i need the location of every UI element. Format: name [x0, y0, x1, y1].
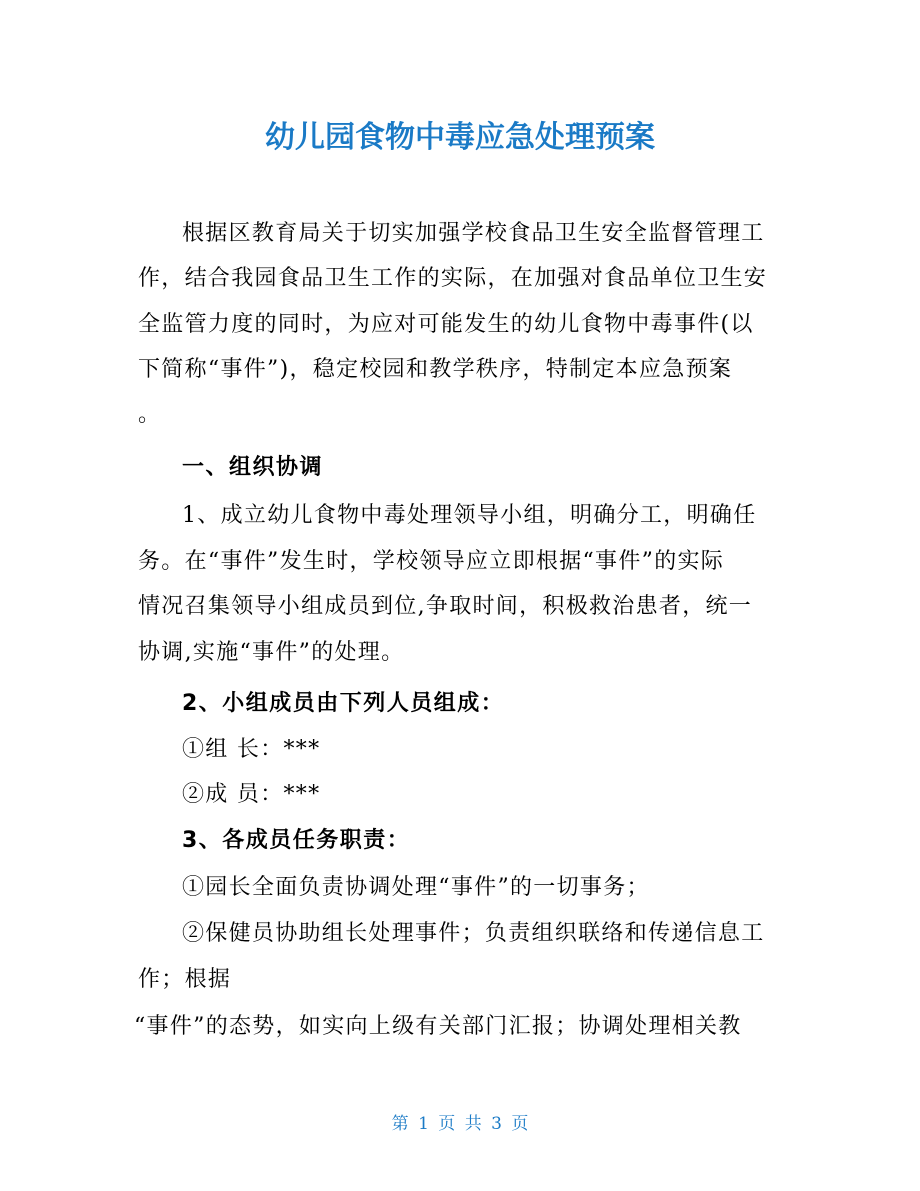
list-item: ②保健员协助组长处理事件；负责组织联络和传递信息工: [182, 921, 765, 946]
paragraph-line: 。: [138, 402, 162, 427]
paragraph-line: 务。在“事件”发生时，学校领导应立即根据“事件”的实际: [138, 549, 725, 574]
paragraph-line: 1、成立幼儿食物中毒处理领导小组，明确分工，明确任: [182, 503, 757, 528]
paragraph-line: “事件”的态势，如实向上级有关部门汇报；协调处理相关教: [134, 1014, 742, 1039]
list-item: ②成 员：***: [182, 782, 321, 807]
list-item: ①园长全面负责协调处理“事件”的一切事务；: [182, 875, 650, 900]
paragraph-line: 全监管力度的同时，为应对可能发生的幼儿食物中毒事件(以: [138, 312, 754, 337]
paragraph-line: 协调,实施“事件”的处理。: [138, 640, 405, 665]
paragraph-line: 根据区教育局关于切实加强学校食品卫生安全监督管理工: [182, 221, 765, 246]
paragraph-line: 下简称“事件”)，稳定校园和教学秩序，特制定本应急预案: [138, 357, 733, 382]
paragraph-line: 作，结合我园食品卫生工作的实际，在加强对食品单位卫生安: [138, 266, 768, 291]
paragraph-line: 情况召集领导小组成员到位,争取时间，积极救治患者，统一: [138, 594, 753, 619]
page-footer: 第 1 页 共 3 页: [391, 1114, 529, 1134]
subsection-heading: 3、各成员任务职责：: [182, 828, 411, 853]
subsection-heading: 2、小组成员由下列人员组成：: [182, 691, 505, 716]
paragraph-line: 作；根据: [138, 967, 232, 992]
list-item: ①组 长：***: [182, 737, 321, 762]
document-title: 幼儿园食物中毒应急处理预案: [265, 120, 655, 155]
section-heading: 一、组织协调: [182, 455, 324, 480]
